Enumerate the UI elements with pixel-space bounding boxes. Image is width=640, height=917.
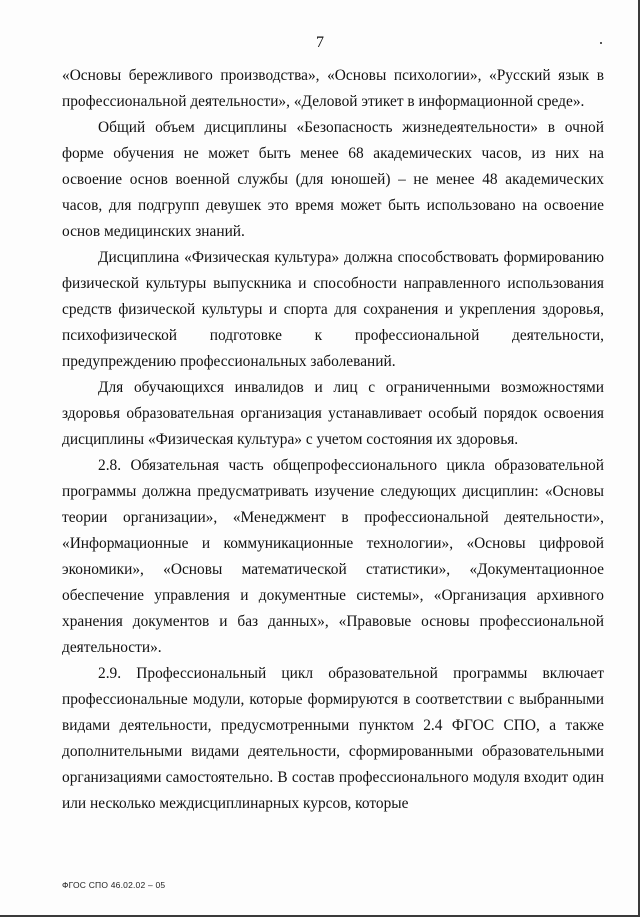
document-body <box>62 63 604 817</box>
page-number: 7 <box>316 34 324 51</box>
paragraph-disciplines-continued: «Основы бережливого производства», «Основы психологии», «Русский язык в профессиональной деятельности», «Деловой этикет в информационной среде». <box>62 67 604 110</box>
paragraph-physical-culture: Дисциплина «Физическая культура» должна способствовать формированию физической культуры выпускника и способности направленного использования средств физической культуры и спорта для сохранения и укрепления здоровья, психофизической подготовке к профессиональной деятельности, предупреждению профессиональных заболеваний. <box>62 249 604 370</box>
paragraph-disabled-students: Для обучающихся инвалидов и лиц с ограниченными возможностями здоровья образовательная организация устанавливает особый порядок освоения дисциплины «Физическая культура» с учетом состояния их здоровья. <box>62 379 604 448</box>
document-footer-code: ФГОС СПО 46.02.02 – 05 <box>62 880 166 890</box>
paragraph-section-2-8: 2.8. Обязательная часть общепрофессионального цикла образовательной программы должна предусматривать изучение следующих дисциплин: «Основы теории организации», «Менеджмент в профессиональной деятельности», «Информационные и коммуникационные технологии», «Основы цифровой экономики», «Основы математической статистики», «Документационное обеспечение управления и документные системы», «Организация архивного хранения документов и баз данных», «Правовые основы профессиональной деятельности». <box>62 457 604 656</box>
scan-speck <box>600 42 602 44</box>
paragraph-life-safety: Общий объем дисциплины «Безопасность жизнедеятельности» в очной форме обучения не может быть менее 68 академических часов, из них на освоение основ военной службы (для юношей) – не менее 48 академических часов, для подгрупп девушек это время может быть использовано на освоение основ медицинских знаний. <box>62 119 604 240</box>
paragraph-section-2-9: 2.9. Профессиональный цикл образовательной программы включает профессиональные модули, которые формируются в соответствии с выбранными видами деятельности, предусмотренными пунктом 2.4 ФГОС СПО, а также дополнительными видами деятельности, сформированными образовательными организациями самостоятельно. В состав профессионального модуля входит один или несколько междисциплинарных курсов, которые <box>62 665 604 812</box>
